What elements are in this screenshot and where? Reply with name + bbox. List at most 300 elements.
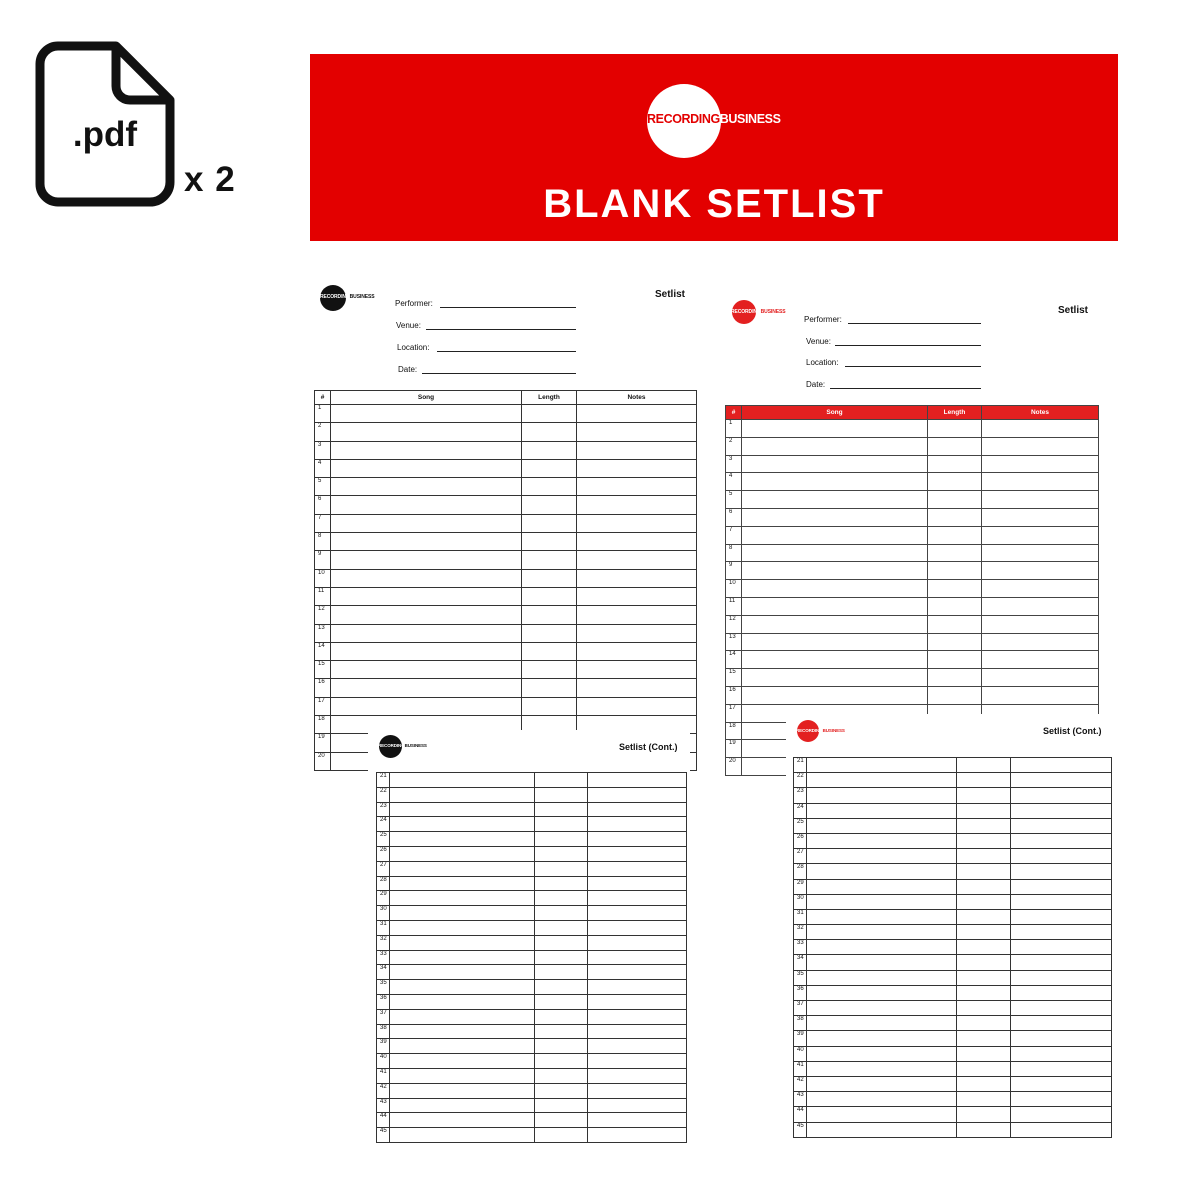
row-number: 6	[726, 508, 742, 526]
row-song-cell	[331, 459, 522, 477]
row-song-cell	[742, 544, 928, 562]
row-song-cell	[331, 587, 522, 605]
setlist-sheet-black-page2	[368, 730, 690, 1146]
table-row	[377, 1128, 687, 1143]
row-notes-cell	[577, 551, 697, 569]
table-row	[377, 802, 687, 817]
row-number: 43	[377, 1098, 390, 1113]
row-length-cell	[928, 651, 982, 669]
row-length-cell	[957, 1061, 1011, 1076]
table-row	[315, 405, 697, 423]
row-song-cell	[331, 697, 522, 715]
table-row	[377, 1098, 687, 1113]
row-length-cell	[522, 423, 577, 441]
row-song-cell	[807, 833, 957, 848]
sheet-logo: RECORDINGBUSINESS	[320, 294, 375, 300]
row-number: 25	[377, 832, 390, 847]
row-song-cell	[742, 455, 928, 473]
row-notes-cell	[588, 787, 687, 802]
row-song-cell	[807, 940, 957, 955]
row-notes-cell	[982, 473, 1099, 491]
col-song-header: Song	[742, 406, 928, 420]
row-notes-cell	[588, 1068, 687, 1083]
row-length-cell	[957, 849, 1011, 864]
table-row	[794, 940, 1112, 955]
row-song-cell	[807, 758, 957, 773]
row-number: 37	[377, 1009, 390, 1024]
row-notes-cell	[1011, 849, 1112, 864]
row-song-cell	[331, 441, 522, 459]
row-number: 44	[377, 1113, 390, 1128]
row-notes-cell	[577, 533, 697, 551]
row-notes-cell	[1011, 970, 1112, 985]
file-count-label: x 2	[184, 160, 236, 199]
row-song-cell	[390, 817, 535, 832]
row-length-cell	[928, 669, 982, 687]
row-notes-cell	[1011, 985, 1112, 1000]
row-length-cell	[957, 1092, 1011, 1107]
row-length-cell	[522, 441, 577, 459]
row-notes-cell	[982, 686, 1099, 704]
row-number: 45	[377, 1128, 390, 1143]
row-length-cell	[957, 940, 1011, 955]
col-notes-header: Notes	[982, 406, 1099, 420]
table-row	[315, 642, 697, 660]
row-song-cell	[390, 965, 535, 980]
row-length-cell	[957, 1107, 1011, 1122]
table-row	[794, 985, 1112, 1000]
row-notes-cell	[577, 514, 697, 532]
row-number: 12	[315, 606, 331, 624]
row-song-cell	[742, 437, 928, 455]
row-notes-cell	[1011, 1031, 1112, 1046]
row-notes-cell	[588, 802, 687, 817]
row-length-cell	[957, 1016, 1011, 1031]
table-row	[794, 864, 1112, 879]
row-length-cell	[928, 597, 982, 615]
row-notes-cell	[588, 832, 687, 847]
row-song-cell	[742, 508, 928, 526]
row-notes-cell	[1011, 1016, 1112, 1031]
table-row	[726, 491, 1099, 509]
row-length-cell	[535, 1128, 588, 1143]
row-notes-cell	[588, 1039, 687, 1054]
row-notes-cell	[982, 420, 1099, 438]
row-number: 38	[377, 1024, 390, 1039]
row-song-cell	[331, 405, 522, 423]
row-length-cell	[957, 894, 1011, 909]
row-number: 13	[726, 633, 742, 651]
table-row	[794, 1001, 1112, 1016]
table-row	[377, 935, 687, 950]
row-number: 7	[726, 526, 742, 544]
row-length-cell	[535, 846, 588, 861]
table-row	[377, 1024, 687, 1039]
row-notes-cell	[588, 906, 687, 921]
table-row	[315, 496, 697, 514]
row-length-cell	[522, 459, 577, 477]
row-number: 20	[726, 758, 742, 776]
row-number: 14	[726, 651, 742, 669]
row-notes-cell	[982, 651, 1099, 669]
row-notes-cell	[1011, 818, 1112, 833]
table-row	[315, 514, 697, 532]
row-number: 15	[726, 669, 742, 687]
row-song-cell	[390, 876, 535, 891]
row-notes-cell	[588, 817, 687, 832]
row-length-cell	[535, 891, 588, 906]
row-number: 2	[315, 423, 331, 441]
table-row	[377, 1068, 687, 1083]
row-song-cell	[331, 642, 522, 660]
sheet-logo: RECORDINGBUSINESS	[796, 728, 845, 733]
row-number: 33	[794, 940, 807, 955]
row-song-cell	[390, 906, 535, 921]
row-song-cell	[807, 955, 957, 970]
row-number: 28	[794, 864, 807, 879]
row-length-cell	[522, 697, 577, 715]
table-row	[315, 606, 697, 624]
table-row	[377, 1054, 687, 1069]
table-row	[315, 423, 697, 441]
row-number: 23	[794, 788, 807, 803]
table-row	[794, 909, 1112, 924]
performer-line	[440, 307, 576, 308]
row-number: 26	[794, 833, 807, 848]
row-length-cell	[522, 533, 577, 551]
col-length-header: Length	[928, 406, 982, 420]
date-line	[830, 388, 981, 389]
row-length-cell	[535, 832, 588, 847]
row-length-cell	[535, 861, 588, 876]
table-row	[794, 849, 1112, 864]
row-number: 16	[315, 679, 331, 697]
row-number: 3	[315, 441, 331, 459]
row-length-cell	[928, 508, 982, 526]
row-song-cell	[390, 1024, 535, 1039]
row-length-cell	[535, 787, 588, 802]
venue-line	[426, 329, 576, 330]
table-row	[794, 1031, 1112, 1046]
table-row	[377, 1113, 687, 1128]
row-song-cell	[807, 970, 957, 985]
table-row	[726, 597, 1099, 615]
row-notes-cell	[588, 935, 687, 950]
row-notes-cell	[982, 508, 1099, 526]
row-number: 40	[794, 1046, 807, 1061]
row-length-cell	[928, 580, 982, 598]
row-notes-cell	[588, 920, 687, 935]
row-length-cell	[535, 994, 588, 1009]
setlist-cont-table	[376, 772, 687, 1143]
row-number: 40	[377, 1054, 390, 1069]
row-song-cell	[742, 615, 928, 633]
row-song-cell	[807, 1061, 957, 1076]
table-row	[726, 580, 1099, 598]
row-notes-cell	[577, 624, 697, 642]
row-number: 39	[377, 1039, 390, 1054]
row-notes-cell	[588, 1128, 687, 1143]
row-number: 33	[377, 950, 390, 965]
row-length-cell	[928, 686, 982, 704]
row-number: 24	[377, 817, 390, 832]
row-number: 15	[315, 661, 331, 679]
table-row	[315, 679, 697, 697]
row-song-cell	[807, 864, 957, 879]
row-number: 1	[726, 420, 742, 438]
row-length-cell	[522, 405, 577, 423]
row-length-cell	[928, 437, 982, 455]
row-length-cell	[535, 1098, 588, 1113]
row-length-cell	[535, 1113, 588, 1128]
row-song-cell	[331, 679, 522, 697]
row-number: 19	[726, 740, 742, 758]
row-notes-cell	[1011, 1092, 1112, 1107]
row-notes-cell	[577, 441, 697, 459]
row-number: 26	[377, 846, 390, 861]
table-row	[794, 788, 1112, 803]
row-length-cell	[957, 1046, 1011, 1061]
row-number: 36	[794, 985, 807, 1000]
row-notes-cell	[1011, 1076, 1112, 1091]
row-notes-cell	[1011, 925, 1112, 940]
row-length-cell	[957, 1001, 1011, 1016]
col-num-header: #	[315, 391, 331, 405]
row-notes-cell	[982, 669, 1099, 687]
row-notes-cell	[588, 1054, 687, 1069]
table-row	[726, 651, 1099, 669]
table-row	[794, 894, 1112, 909]
table-row	[377, 1039, 687, 1054]
row-number: 10	[726, 580, 742, 598]
row-length-cell	[535, 773, 588, 788]
row-number: 27	[794, 849, 807, 864]
row-length-cell	[522, 679, 577, 697]
row-number: 13	[315, 624, 331, 642]
pdf-extension-label: .pdf	[72, 115, 138, 154]
table-row	[315, 569, 697, 587]
row-notes-cell	[1011, 1122, 1112, 1137]
row-song-cell	[390, 787, 535, 802]
table-row	[794, 879, 1112, 894]
row-notes-cell	[588, 980, 687, 995]
row-notes-cell	[1011, 1061, 1112, 1076]
banner-title: BLANK SETLIST	[543, 182, 885, 226]
row-song-cell	[331, 423, 522, 441]
row-song-cell	[807, 1001, 957, 1016]
row-notes-cell	[588, 861, 687, 876]
row-number: 30	[377, 906, 390, 921]
row-number: 39	[794, 1031, 807, 1046]
row-length-cell	[957, 970, 1011, 985]
row-number: 6	[315, 496, 331, 514]
row-length-cell	[535, 950, 588, 965]
row-notes-cell	[577, 661, 697, 679]
setlist-cont-table	[793, 757, 1112, 1138]
row-length-cell	[535, 920, 588, 935]
sheet-logo: RECORDINGBUSINESS	[731, 309, 786, 315]
row-song-cell	[390, 832, 535, 847]
row-length-cell	[957, 879, 1011, 894]
row-notes-cell	[1011, 955, 1112, 970]
row-song-cell	[390, 1113, 535, 1128]
table-row	[377, 876, 687, 891]
row-song-cell	[331, 551, 522, 569]
row-number: 41	[377, 1068, 390, 1083]
row-length-cell	[522, 569, 577, 587]
row-number: 24	[794, 803, 807, 818]
row-notes-cell	[588, 1098, 687, 1113]
row-length-cell	[928, 615, 982, 633]
row-length-cell	[522, 606, 577, 624]
row-song-cell	[331, 569, 522, 587]
row-length-cell	[522, 496, 577, 514]
row-number: 3	[726, 455, 742, 473]
row-notes-cell	[577, 642, 697, 660]
table-row	[377, 965, 687, 980]
location-label: Location:	[806, 358, 839, 367]
table-row	[377, 832, 687, 847]
row-song-cell	[742, 651, 928, 669]
row-length-cell	[535, 965, 588, 980]
table-row	[726, 508, 1099, 526]
row-length-cell	[928, 633, 982, 651]
table-row	[794, 1076, 1112, 1091]
row-number: 29	[377, 891, 390, 906]
row-song-cell	[807, 1092, 957, 1107]
table-row	[794, 758, 1112, 773]
table-row	[794, 1122, 1112, 1137]
row-notes-cell	[1011, 773, 1112, 788]
row-length-cell	[535, 980, 588, 995]
location-line	[437, 351, 576, 352]
table-row	[726, 562, 1099, 580]
row-notes-cell	[982, 526, 1099, 544]
table-row	[794, 833, 1112, 848]
row-song-cell	[807, 773, 957, 788]
row-notes-cell	[588, 950, 687, 965]
row-length-cell	[957, 1076, 1011, 1091]
table-row	[377, 817, 687, 832]
table-row	[377, 1083, 687, 1098]
row-song-cell	[742, 491, 928, 509]
row-length-cell	[928, 491, 982, 509]
row-number: 37	[794, 1001, 807, 1016]
row-song-cell	[390, 1083, 535, 1098]
row-song-cell	[742, 526, 928, 544]
row-notes-cell	[588, 1083, 687, 1098]
row-length-cell	[957, 985, 1011, 1000]
row-notes-cell	[982, 597, 1099, 615]
row-notes-cell	[577, 459, 697, 477]
row-number: 25	[794, 818, 807, 833]
row-song-cell	[390, 1009, 535, 1024]
row-number: 8	[315, 533, 331, 551]
row-notes-cell	[577, 606, 697, 624]
row-song-cell	[807, 1046, 957, 1061]
row-song-cell	[390, 1068, 535, 1083]
table-row	[726, 633, 1099, 651]
row-notes-cell	[1011, 864, 1112, 879]
row-number: 31	[794, 909, 807, 924]
table-row	[726, 437, 1099, 455]
row-notes-cell	[1011, 1046, 1112, 1061]
row-number: 9	[726, 562, 742, 580]
row-notes-cell	[577, 405, 697, 423]
row-song-cell	[331, 533, 522, 551]
row-song-cell	[390, 920, 535, 935]
sheet-title-cont: Setlist (Cont.)	[1043, 726, 1102, 736]
row-length-cell	[535, 802, 588, 817]
row-notes-cell	[1011, 909, 1112, 924]
row-number: 35	[377, 980, 390, 995]
row-number: 45	[794, 1122, 807, 1137]
date-label: Date:	[398, 365, 418, 374]
row-length-cell	[957, 758, 1011, 773]
row-length-cell	[522, 514, 577, 532]
row-number: 17	[315, 697, 331, 715]
row-notes-cell	[1011, 803, 1112, 818]
row-length-cell	[928, 420, 982, 438]
table-row	[315, 533, 697, 551]
table-row	[377, 980, 687, 995]
row-song-cell	[807, 1076, 957, 1091]
row-song-cell	[742, 580, 928, 598]
row-number: 32	[794, 925, 807, 940]
row-notes-cell	[1011, 879, 1112, 894]
venue-label: Venue:	[396, 321, 421, 330]
row-number: 30	[794, 894, 807, 909]
row-number: 19	[315, 734, 331, 752]
table-row	[315, 459, 697, 477]
row-song-cell	[390, 1039, 535, 1054]
row-notes-cell	[588, 965, 687, 980]
row-number: 12	[726, 615, 742, 633]
row-song-cell	[390, 846, 535, 861]
col-length-header: Length	[522, 391, 577, 405]
sheet-title: Setlist	[655, 289, 686, 300]
row-song-cell	[390, 980, 535, 995]
row-notes-cell	[577, 478, 697, 496]
row-number: 11	[315, 587, 331, 605]
table-row	[794, 818, 1112, 833]
table-row	[794, 803, 1112, 818]
row-song-cell	[331, 606, 522, 624]
row-notes-cell	[982, 562, 1099, 580]
row-length-cell	[957, 955, 1011, 970]
performer-line	[848, 323, 981, 324]
sheet-title-cont: Setlist (Cont.)	[619, 742, 678, 752]
col-notes-header: Notes	[577, 391, 697, 405]
row-number: 28	[377, 876, 390, 891]
row-length-cell	[957, 788, 1011, 803]
setlist-sheet-red-page2	[786, 714, 1114, 1142]
row-length-cell	[957, 833, 1011, 848]
table-row	[794, 1016, 1112, 1031]
table-row	[794, 955, 1112, 970]
row-song-cell	[742, 669, 928, 687]
table-row	[377, 906, 687, 921]
date-line	[422, 373, 576, 374]
row-notes-cell	[577, 569, 697, 587]
row-notes-cell	[588, 1113, 687, 1128]
row-song-cell	[390, 1128, 535, 1143]
row-song-cell	[807, 788, 957, 803]
row-length-cell	[522, 624, 577, 642]
row-song-cell	[390, 935, 535, 950]
row-notes-cell	[1011, 833, 1112, 848]
row-song-cell	[807, 985, 957, 1000]
